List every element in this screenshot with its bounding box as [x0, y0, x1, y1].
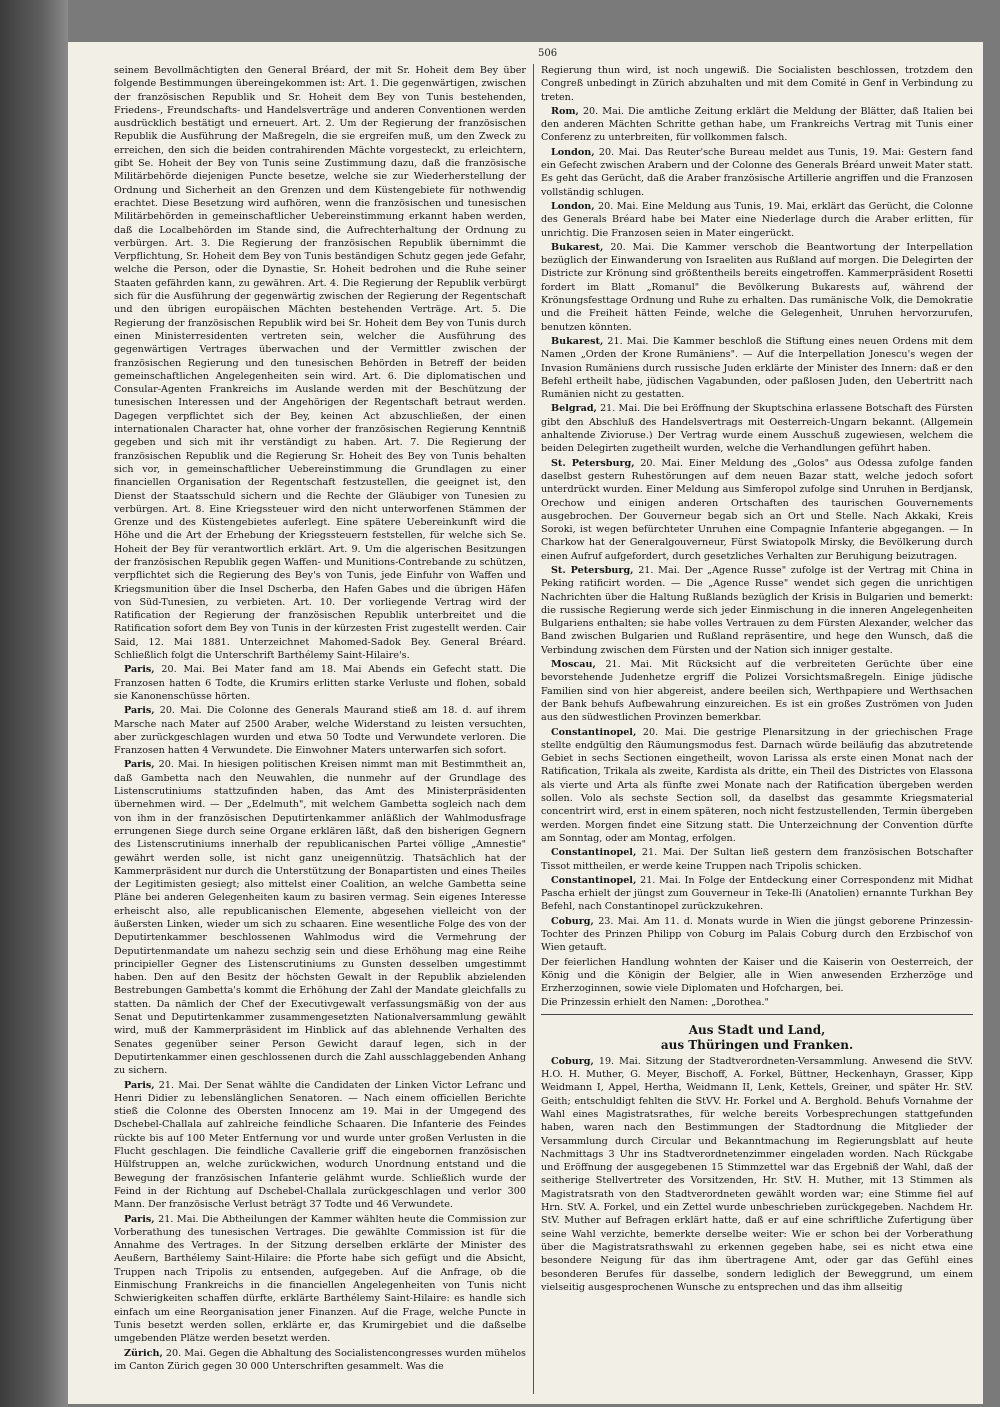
article-text: seinem Bevollmächtigten den General Bréard, der mit Sr. Hoheit dem Bey über folgende Bestimmungen übereingekommen ist: Art. 1. Die gegenwärtigen, zwischen der französischen Republik und Sr. Hoheit dem Bey von Tunis bestehenden, Friedens-, Freundschafts- und Handelsverträge und anderen Conventionen werden ausdrücklich bestätigt und erneuert. Art. 2. Um der Regierung der französischen Republik die Ausführung der Maßregeln, die sie ergreifen muß, um den Zweck zu erreichen, den sich die beiden contrahirenden Mächte vorgesteckt, zu erleichtern, gibt Se. Hoheit der Bey von Tunis seine Zustimmung dazu, daß die französische Militärbehörde diejenigen Puncte besetze, welche sie zur Wiederherstellung der Ordnung und Sicherheit an den Grenzen und dem Küstengebiete für nothwendig erachtet. Diese Besetzung wird aufhören, wenn die französischen und tunesischen Militärbehörden in gemeinschaftlicher Uebereinstimmung erkannt haben werden, daß die Localbehörden im Stande sind, die Aufrechterhaltung der Ordnung zu verbürgen. Art. 3. Die Regierung der französischen Republik übernimmt die Verpflichtung, Sr. Hoheit dem Bey von Tunis beständigen Schutz gegen jede Gefahr, welche die Person, oder die Dynastie, Sr. Hoheit bedrohen und die Ruhe seiner Staaten gefährden kann, zu gewähren. Art. 4. Die Regierung der Republik verbürgt sich für die Ausführung der gegenwärtig zwischen der Regierung der Regentschaft und den übrigen europäischen Mächten bestehenden Verträge. Art. 5. Die Regierung der französischen Republik wird bei Sr. Hoheit dem Bey von Tunis durch einen Ministerresidenten vertreten sein, welcher die Ausführung des gegenwärtigen Vertrages überwachen und der Vermittler zwischen der französischen Regierung und den tunesischen Behörden in Betreff der beiden gemeinschaftlichen Angelegenheiten sein wird. Art. 6. Die diplomatischen und Consular-Agenten Frankreichs im Auslande werden mit der Beschützung der tunesischen Interessen und der Angehörigen der Regentschaft betraut werden. Dagegen verpflichtet sich der Bey, keinen Act abzuschließen, der einen internationalen Character hat, ohne vorher der französischen Regierung Kenntniß gegeben und sich mit ihr verständigt zu haben. Art. 7. Die Regierung der französischen Republik und die Regierung Sr. Hoheit des Bey von Tunis behalten sich vor, in gemeinschaftlicher Uebereinstimmung die Grundlagen zu einer financiellen Organisation der Regentschaft festzustellen, die geeignet ist, den Dienst der Staatsschuld sichern und die Rechte der Gläubiger von Tunesien zu verbürgen. Art. 8. Eine Kriegssteuer wird den nicht unterworfenen Stämmen der Grenze und des Küstengebietes auferlegt. Eine spätere Uebereinkunft wird die Höhe und die Art der Erhebung der Kriegssteuern feststellen, für welche sich Se. Hoheit der Bey für verantwortlich erklärt. Art. 9. Um die algerischen Besitzungen der französischen Republik gegen Waffen- und Munitions-Contrebande zu schützen, verpflichtet sich die Regierung des Bey's von Tunis, jede Einfuhr von Waffen und Kriegsmunition über die Insel Dscherba, den Hafen Gabes und die übrigen Häfen von Süd-Tunesien, zu verbieten. Art. 10. Der vorliegende Vertrag wird der Ratification der Regierung der französischen Republik unterbreitet und die Ratification sofort dem Bey von Tunis in der kürzesten Frist zugestellt werden. Cair Said, 12. Mai 1881. Unterzeichnet Mahomed-Sadok Bey. General Bréard. Schließlich folgt die Unterschrift Barthélemy Saint-Hilaire's. — [114, 65, 526, 662]
left-column — [114, 64, 526, 1394]
article-text: 20. Mai. Einer Meldung des „Golos" aus Odessa zufolge fanden daselbst gestern Ruhestörungen auf dem neuen Bazar statt, welche jedoch sofort unterdrückt wurden. Einer Meldung aus Simferopol zufolge sind Unruhen in Berdjansk, Orechow und einigen anderen Ortschaften des taurischen Gouvernements ausgebrochen. Der Gouverneur begab sich an Ort und Stelle. Nach Akkaki, Kreis Soroki, ist wegen befürchteter Unruhen eine Compagnie Infanterie abgegangen. — In Charkow hat der Generalgouverneur, Fürst Swiatopolk Mirsky, die Bevölkerung durch einen Aufruf aufgefordert, durch gesetzliches Verhalten zur Beruhigung beizutragen. — [541, 457, 973, 562]
news-article — [541, 335, 973, 401]
news-article — [541, 457, 973, 563]
article-text: 23. Mai. Am 11. d. Monats wurde in Wien die jüngst geborene Prinzessin-Tochter des Prinzen Philipp von Coburg im Palais Coburg durch den Erzbischof von Wien getauft. — [541, 915, 973, 954]
news-article — [541, 105, 973, 145]
article-text: 21. Mai. Der „Agence Russe" zufolge ist der Vertrag mit China in Peking ratificirt worden. — Die „Agence Russe" wendet sich gegen die unrichtigen Nachrichten über die Haltung Rußlands bezüglich der Krisis in Bulgarien und bemerkt: die russische Regierung werde sich jeder Einmischung in die inneren Angelegenheiten Bulgariens enthalten; sie habe volles Vertrauen zu dem Fürsten Alexander, welcher das Band zwischen Bulgarien und Rußland repräsentire, und hege den Wunsch, daß die Verbindung zwischen dem Fürsten und der Nation sich inniger gestalte. — [541, 564, 973, 656]
article-dateline: Coburg, — [551, 915, 594, 927]
article-dateline: Paris, — [124, 1079, 155, 1091]
news-article — [541, 64, 973, 104]
article-dateline: Paris, — [124, 1213, 155, 1225]
article-text: 20. Mai. In hiesigen politischen Kreisen nimmt man mit Bestimmtheit an, daß Gambetta nach den Neuwahlen, die nunmehr auf der Grundlage des Listenscrutiniums stattzufinden haben, das Amt des Ministerpräsidenten übernehmen wird. — Der „Edelmuth", mit welchem Gambetta sogleich nach dem von ihm in der französischen Deputirtenkammer anläßlich der Wahlmodusfrage errungenen Siege durch seine Organe erklären läßt, daß den bisherigen Gegnern des Listenscrutiniums innerhalb der republicanischen Partei völlige „Amnestie" gewährt werden solle, ist nicht ganz uneigennützig. Thatsächlich hat der Kammerpräsident nur durch die Unterstützung der Bonapartisten und eines Theiles der Legitimisten gesiegt; also mittelst einer Coalition, an welche Gambetta seine Pläne bei anderen Gelegenheiten kaum zu basiren vermag. Sein eigenes Interesse erheischt also, alle republicanischen Elemente, abgesehen vielleicht von der äußersten Linken, wieder um sich zu schaaren. Eine wesentliche Folge des von der Deputirtenkammer beschlossenen Wahlmodus wird die Vermehrung der Deputirtenmandate um nahezu sechzig sein und diese Erhöhung mag eine Reihe principieller Gegner des Listenscrutiniums zu Gunsten desselben umgestimmt haben. Den auf den Besitz der höchsten Gewalt in der Republik abzielenden Bestrebungen Gambetta's kommt die Erhöhung der Zahl der Mandate gleichfalls zu statten. Da nämlich der Chef der Executivgewalt verfassungsmäßig von der aus Senat und Deputirtenkammer zusammengesetzten Nationalversammlung gewählt wird, muß der Kammerpräsident im Hinblick auf das ablehnende Verhalten des Senates gegenüber seiner Person Gewicht darauf legen, sich in der Deputirtenkammer einen geschlossenen durch die Zahl ausschlaggebenden Anhang zu sichern. — [114, 759, 526, 1077]
article-text: 20. Mai. Die Colonne des Generals Maurand stieß am 18. d. auf ihrem Marsche nach Mater auf 2500 Araber, welche Widerstand zu leisten versuchten, aber zurückgeschlagen wurden und etwa 50 Todte und Verwundete verloren. Die Franzosen hatten 4 Verwundete. Die Einwohner Maters unterwarfen sich sofort. — [114, 705, 526, 757]
news-article — [541, 956, 973, 996]
article-text: 20. Mai. Eine Meldung aus Tunis, 19. Mai, erklärt das Gerücht, die Colonne des Generals Bréard habe bei Mater eine Niederlage durch die Araber erlitten, für unrichtig. Die Franzosen seien in Mater eingerückt. — [541, 200, 973, 239]
right-column — [541, 64, 973, 1394]
article-dateline: Constantinopel, — [551, 874, 637, 886]
news-article — [541, 564, 973, 657]
article-text: 20. Mai. Bei Mater fand am 18. Mai Abends ein Gefecht statt. Die Franzosen hatten 6 Todte, die Krumirs erlitten starke Verluste und flohen, sobald sie Kanonenschüsse hörten. — [114, 664, 526, 702]
article-text: Die Prinzessin erhielt den Namen: „Dorothea." — [541, 997, 769, 1009]
section-heading-line1: Aus Stadt und Land, — [688, 1022, 826, 1037]
article-text: Regierung thun wird, ist noch ungewiß. Die Socialisten beschlossen, trotzdem den Congreß unbedingt in Zürich abzuhalten und mit dem Comité in Genf in Verbindung zu treten. — [541, 65, 973, 103]
news-article — [114, 1079, 526, 1212]
section-divider — [541, 1014, 973, 1015]
news-article — [114, 704, 526, 757]
article-text: 21. Mai. Der Sultan ließ gestern dem französischen Botschafter Tissot mittheilen, er werde keine Truppen nach Tripolis schicken. — [541, 847, 973, 872]
article-text: 21. Mai. Die bei Eröffnung der Skuptschina erlassene Botschaft des Fürsten gibt den Abschluß des Handelsvertrags mit Oesterreich-Ungarn bekannt. (Allgemein anhaltende Zivioruse.) Der Vertrag wurde einem Ausschuß zugewiesen, welchem die beiden Delegirten zugetheilt wurden, welche die Verhandlungen geführt haben. — [541, 403, 973, 455]
article-dateline: Zürich, — [124, 1347, 163, 1359]
article-text: 20. Mai. Die gestrige Plenarsitzung in der griechischen Frage stellte endgültig den Räumungsmodus fest. Darnach würde beiläufig das abzutretende Gebiet in sechs Sectionen eingetheilt, wovon Larissa als erste einen Monat nach der Ratification, Trikala als zweite, Kardista als dritte, ein Theil des Districtes von Elassona als vierte und Arta als fünfte zwei Monate nach der Ratification übergeben werden sollen. Volo als sechste Section soll, da daselbst das gesammte Kriegsmaterial concentrirt wird, erst in einem späteren, noch nicht festzustellenden, Termin übergeben werden. Morgen findet eine Sitzung statt. Die Unterzeichnung der Convention dürfte am Sonntag, oder am Montag, erfolgen. — [541, 726, 973, 844]
article-text: 21. Mai. Die Abtheilungen der Kammer wählten heute die Commission zur Vorberathung des tunesischen Vertrages. Die gewählte Commission ist für die Annahme des Vertrages. In der Sitzung derselben erklärte der Minister des Aeußern, Barthélemy Saint-Hilaire: die Pforte habe sich gefügt und die Absicht, Truppen nach Tripolis zu entsenden, aufgegeben. Auf die Anfrage, ob die Einmischung Frankreichs in die financiellen Angelegenheiten von Tunis nicht Schwierigkeiten schaffen dürfte, erklärte Barthélemy Saint-Hilaire: es handle sich einfach um eine Reorganisation jener Finanzen. Auf die Frage, welche Puncte in Tunis besetzt werden sollen, erklärte er, das Krumirgebiet und die daßselbe umgebenden Plätze werden besetzt werden. — [114, 1213, 526, 1345]
article-text: 21. Mai. In Folge der Entdeckung einer Correspondenz mit Midhat Pascha erhielt der jüngst zum Gouverneur in Teke-Ili (Anatolien) ernannte Turkhan Bey Befehl, nach Constantinopel zurückzukehren. — [541, 874, 973, 913]
news-article — [114, 1347, 526, 1374]
news-article — [114, 64, 526, 662]
page-number: 506 — [538, 48, 558, 59]
news-article — [541, 402, 973, 455]
article-dateline: St. Petersburg, — [551, 457, 635, 469]
column-rule — [533, 64, 534, 1394]
section-heading — [541, 1023, 973, 1053]
news-article — [541, 200, 973, 240]
article-dateline: London, — [551, 200, 595, 212]
article-dateline: Bukarest, — [551, 241, 604, 253]
article-dateline: Paris, — [124, 705, 155, 717]
newspaper-page — [68, 42, 983, 1404]
article-dateline: Belgrad, — [551, 403, 597, 415]
article-text: 20. Mai. Die amtliche Zeitung erklärt die Meldung der Blätter, daß Italien bei den anderen Mächten Schritte gethan habe, um Frankreichs Vertrag mit Tunis einer Conferenz zu unterbreiten, für vollkommen falsch. — [541, 105, 973, 144]
article-dateline: St. Petersburg, — [551, 564, 634, 576]
article-dateline: Coburg, — [551, 1055, 594, 1067]
article-dateline: Constantinopel, — [551, 726, 637, 738]
article-dateline: Rom, — [551, 105, 579, 117]
news-article — [541, 726, 973, 846]
news-article — [541, 146, 973, 199]
book-spine-shadow — [0, 0, 68, 1407]
article-dateline: Moscau, — [551, 659, 596, 671]
article-text: 20. Mai. Gegen die Abhaltung des Socialistencongresses wurden mühelos im Canton Zürich gegen 30 000 Unterschriften gesammelt. Was die — [114, 1347, 526, 1372]
news-article — [114, 758, 526, 1077]
article-text: 19. Mai. Sitzung der Stadtverordneten-Versammlung. Anwesend die StVV. H.O. H. Muther, G. Meyer, Bischoff, A. Forkel, Büttner, Heckenhayn, Grasser, Kipp Weidmann I, Appel, Hertha, Weidmann II, Lenk, Kettels, Greiner, und später Hr. StV. Geith; entschuldigt fehlten die StVV. Hr. Forkel und A. Berghold. Behufs Vornahme der Wahl eines Magistratsrathes, für welche bereits Vorbesprechungen stattgefunden haben, waren nach den Bestimmungen der Stadtordnung die Mitglieder der Versammlung durch Circular und Bekanntmachung im Regierungsblatt auf heute Nachmittags 3 Uhr ins Stadtverordnetenzimmer eingeladen worden. Nach Rückgabe und Eröffnung der ausgegebenen 15 Stimmzettel war das Ergebniß der Wahl, daß der seitherige Stellvertreter des Vorsitzenden, Hr. StV. H. Muther, mit 13 Stimmen als Magistratsrath von den Stadtverordneten gewählt worden war; eine Stimme fiel auf Hrn. StV. A. Forkel, und ein Zettel wurde unbeschrieben zurückgegeben. Nachdem Hr. StV. Muther auf Befragen erklärt hatte, daß er auf eine schriftliche Zufertigung über seine Wahl verzichte, bemerkte derselbe weiter: Wie er schon bei der Vorberathung über die Magistratsrathswahl zu erkennen gegeben habe, sei es nicht etwa eine besondere Neigung für das ihm übertragene Amt, oder gar das Gefühl eines besonderen Berufes für dasselbe, sondern lediglich der Beweggrund, um einem vielseitig ausgesprochenen Wunsche zu entsprechen und das ihm allseitig — [541, 1055, 973, 1293]
news-article — [114, 1213, 526, 1346]
news-article — [541, 874, 973, 914]
news-article — [541, 996, 973, 1009]
news-article — [541, 241, 973, 334]
article-dateline: Constantinopel, — [551, 847, 637, 859]
news-article — [541, 915, 973, 955]
article-text: 20. Mai. Die Kammer verschob die Beantwortung der Interpellation bezüglich der Einwanderung von Israeliten aus Rußland auf morgen. Die Delegirten der Districte zur Krönung sind größtentheils bereits eingetroffen. Kammerpräsident Rosetti fordert im Blatt „Romanul" die Bevölkerung Bukarests auf, während der Krönungsfesttage Ordnung und Ruhe zu erhalten. Das rumänische Volk, die Demokratie und die Freiheit hätten Feinde, welche die Gelegenheit, Unruhen hervorzurufen, benutzen könnten. — [541, 241, 973, 333]
article-text: 21. Mai. Der Senat wählte die Candidaten der Linken Victor Lefranc und Henri Didier zu lebenslänglichen Senatoren. — Nach einem officiellen Berichte stieß die Colonne des Obersten Innocenz am 19. Mai in der Umgegend des Dschebel-Challala auf zahlreiche feindliche Schaaren. Die Infanterie des Feindes rückte bis auf 100 Meter Entfernung vor und wurde unter großen Verlusten in die Flucht geschlagen. Die feindliche Cavallerie griff die eingebornen französischen Hülfstruppen an, welche zurückwichen, wodurch Unordnung entstand und die Bewegung der französischen Infanterie gelähmt wurde. Schließlich wurde der Feind in der Richtung auf Dschebel-Challala zurückgeschlagen und verlor 300 Mann. Der französische Verlust beträgt 37 Todte und 46 Verwundete. — [114, 1079, 526, 1211]
article-text: 21. Mai. Mit Rücksicht auf die verbreiteten Gerüchte über eine bevorstehende Judenhetze ergriff die Polizei Vorsichtsmaßregeln. Einige jüdische Familien sind von hier abgereist, andere beeilen sich, Werthpapiere und Werthsachen der Bank behufs Aufbewahrung einzureichen. Es ist ein großes Zuströmen von Juden aus den südwestlichen Provinzen bemerkbar. — [541, 659, 973, 724]
news-article — [541, 1055, 973, 1294]
section-heading-line2: aus Thüringen und Franken. — [660, 1037, 854, 1052]
article-dateline: London, — [551, 146, 595, 158]
news-article — [541, 658, 973, 724]
news-article — [541, 846, 973, 873]
article-dateline: Paris, — [124, 759, 155, 771]
article-dateline: Bukarest, — [551, 335, 604, 347]
news-article — [114, 663, 526, 703]
article-text: 21. Mai. Die Kammer beschloß die Stiftung eines neuen Ordens mit dem Namen „Orden der Krone Rumäniens". — Auf die Interpellation Jonescu's wegen der Invasion Rumäniens durch russische Juden erklärte der Minister des Innern: daß er den Befehl ertheilt habe, jüdischen Vagabunden, oder paßlosen Juden, den Uebertritt nach Rumänien nicht zu gestatten. — [541, 335, 973, 401]
article-dateline: Paris, — [124, 664, 155, 676]
article-text: 20. Mai. Das Reuter'sche Bureau meldet aus Tunis, 19. Mai: Gestern fand ein Gefecht zwischen Arabern und der Colonne des Generals Bréard unweit Mater statt. Es geht das Gerücht, daß die Araber französische Artillerie angriffen und die Franzosen vollständig schlugen. — [541, 146, 973, 198]
article-text: Der feierlichen Handlung wohnten der Kaiser und die Kaiserin von Oesterreich, der König und die Königin der Belgier, alle in Wien anwesenden Erzherzöge und Erzherzoginnen, sowie viele Diplomaten und Hofchargen, bei. — [541, 956, 973, 995]
